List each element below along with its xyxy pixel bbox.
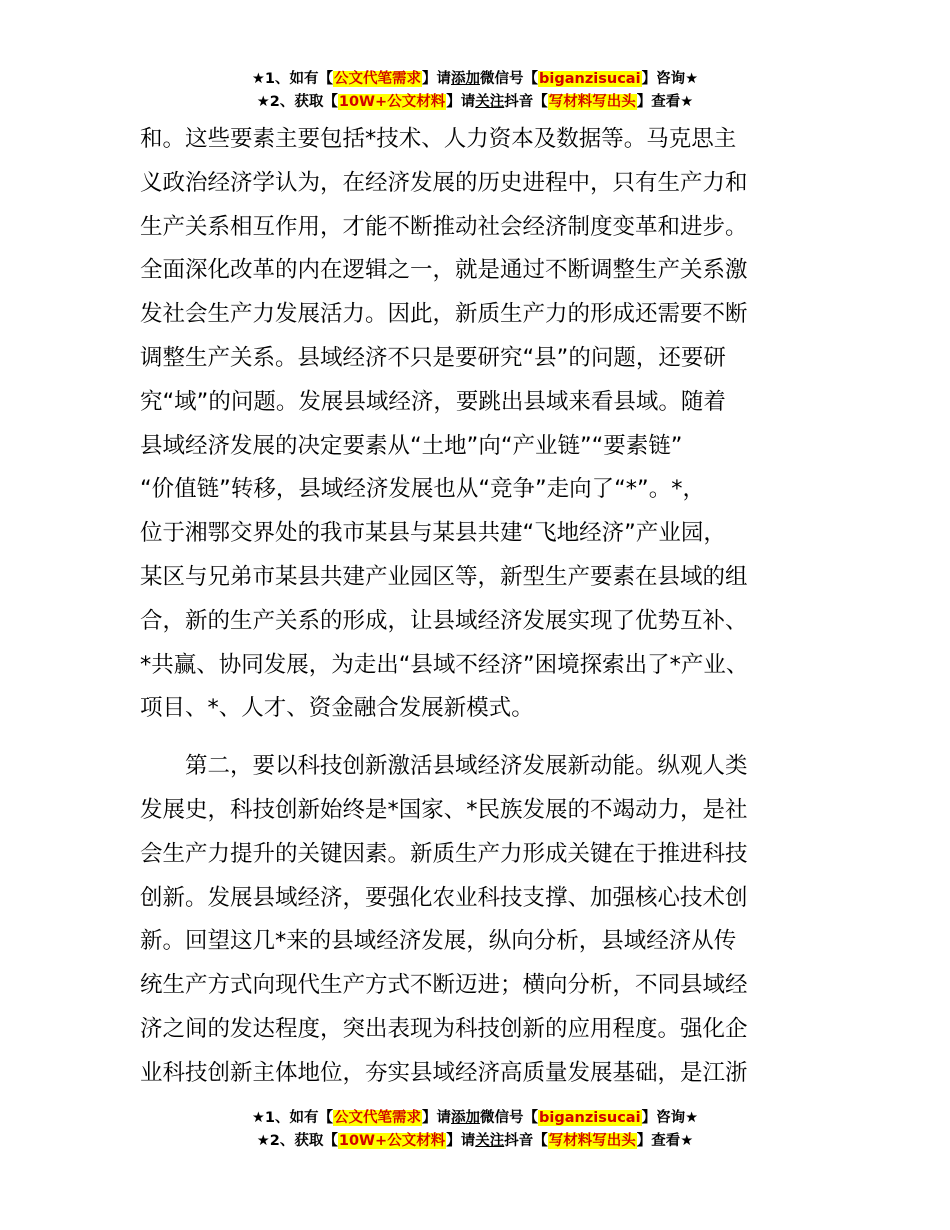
document-body [140, 118, 830, 1096]
text-line: 业科技创新主体地位，夯实县域经济高质量发展基础，是江浙 [140, 1059, 748, 1086]
text-line: *共赢、协同发展，为走出“县域不经济”困境探索出了*产业、 [140, 651, 749, 678]
highlight-wechat-id: biganzisucai [539, 1110, 641, 1126]
banner-text: 抖音【 [504, 94, 548, 110]
text-line: 发社会生产力发展活力。因此，新质生产力的形成还需要不断 [140, 301, 748, 328]
text-line: 会生产力提升的关键因素。新质生产力形成关键在于推进科技 [140, 840, 748, 867]
text-line: 项目、*、人才、资金融合发展新模式。 [140, 695, 534, 722]
banner-text: 】请 [422, 1110, 452, 1126]
banner-line-1 [0, 1107, 950, 1130]
banner-text: ★2、获取【 [256, 1133, 338, 1149]
paragraph-2 [140, 745, 830, 1095]
highlight-service: 公文代笔需求 [334, 71, 422, 87]
banner-text: 抖音【 [504, 1133, 548, 1149]
paragraph-spacer [140, 731, 830, 745]
text-line: 位于湘鄂交界处的我市某县与某县共建“飞地经济”产业园， [140, 520, 726, 547]
text-line: 究“域”的问题。发展县域经济，要跳出县域来看县域。随着 [140, 388, 726, 415]
banner-line-2 [0, 91, 950, 114]
text-line: 济之间的发达程度，突出表现为科技创新的应用程度。强化企 [140, 1015, 748, 1042]
banner-text: ★2、获取【 [256, 94, 338, 110]
banner-text: 】咨询★ [641, 1110, 699, 1126]
banner-underlined: 添加 [451, 1110, 481, 1126]
banner-text: ★1、如有【 [251, 1110, 334, 1126]
highlight-douyin: 写材料写出头 [548, 94, 636, 110]
banner-text: 微信号【 [480, 1110, 539, 1126]
text-line: 县域经济发展的决定要素从“土地”向“产业链”“要素链” [140, 432, 683, 459]
paragraph-1 [140, 118, 830, 731]
text-line: 第二，要以科技创新激活县域经济发展新动能。纵观人类 [140, 753, 748, 780]
banner-underlined: 关注 [475, 1133, 505, 1149]
text-line: 调整生产关系。县域经济不只是要研究“县”的问题，还要研 [140, 344, 726, 371]
highlight-materials: 10W+公文材料 [338, 94, 446, 110]
text-line: 创新。发展县域经济，要强化农业科技支撑、加强核心技术创 [140, 884, 748, 911]
banner-underlined: 添加 [451, 71, 481, 87]
text-line: 某区与兄弟市某县共建产业园区等，新型生产要素在县域的组 [140, 563, 748, 590]
banner-text: 】查看★ [636, 1133, 694, 1149]
highlight-service: 公文代笔需求 [334, 1110, 422, 1126]
footer-banner [0, 1107, 950, 1153]
text-line: 新。回望这几*来的县域经济发展，纵向分析，县域经济从传 [140, 928, 737, 955]
text-line: 发展史，科技创新始终是*国家、*民族发展的不竭动力，是社 [140, 796, 748, 823]
text-line: 合，新的生产关系的形成，让县域经济发展实现了优势互补、 [140, 607, 748, 634]
banner-text: 】查看★ [636, 94, 694, 110]
banner-text: 微信号【 [480, 71, 539, 87]
banner-text: 】请 [446, 94, 476, 110]
text-line: 生产关系相互作用，才能不断推动社会经济制度变革和进步。 [140, 213, 748, 240]
highlight-wechat-id: biganzisucai [539, 71, 641, 87]
banner-text: 】请 [422, 71, 452, 87]
text-line: 义政治经济学认为，在经济发展的历史进程中，只有生产力和 [140, 169, 748, 196]
text-line: “价值链”转移，县域经济发展也从“竞争”走向了“*”。*， [140, 476, 705, 503]
header-banner [0, 68, 950, 114]
banner-text: ★1、如有【 [251, 71, 334, 87]
text-line: 统生产方式向现代生产方式不断迈进；横向分析，不同县域经 [140, 972, 748, 999]
banner-text: 】请 [446, 1133, 476, 1149]
banner-line-1 [0, 68, 950, 91]
banner-line-2 [0, 1130, 950, 1153]
highlight-materials: 10W+公文材料 [338, 1133, 446, 1149]
banner-underlined: 关注 [475, 94, 505, 110]
banner-text: 】咨询★ [641, 71, 699, 87]
highlight-douyin: 写材料写出头 [548, 1133, 636, 1149]
text-line: 全面深化改革的内在逻辑之一，就是通过不断调整生产关系激 [140, 257, 748, 284]
text-line: 和。这些要素主要包括*技术、人力资本及数据等。马克思主 [140, 126, 737, 152]
